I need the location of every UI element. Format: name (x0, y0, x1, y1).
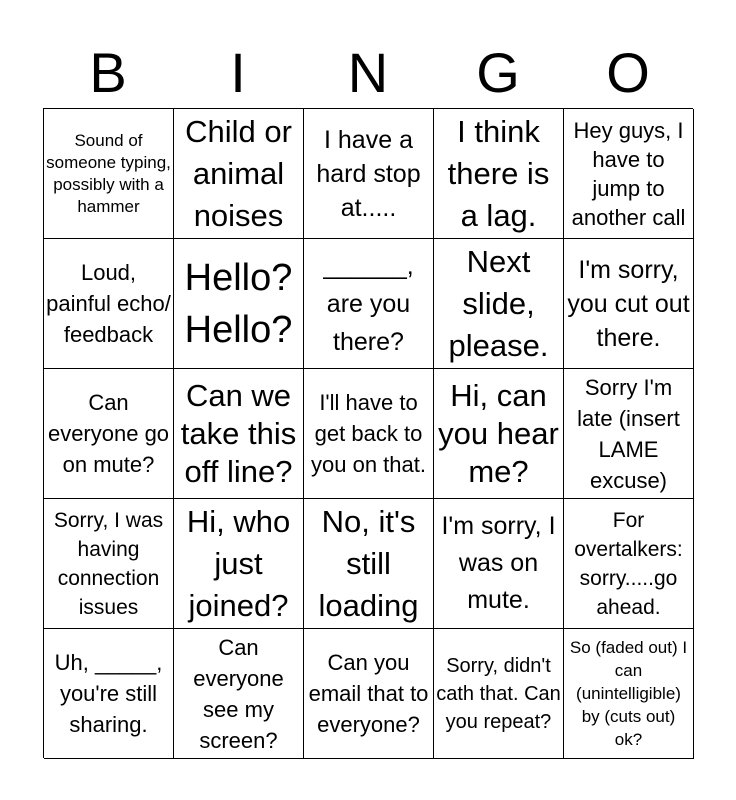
bingo-cell[interactable] (44, 109, 174, 239)
cell-text: Next slide, please. (448, 243, 549, 363)
cell-text: Sound of someone typing, possibly with a hammer (46, 130, 171, 216)
cell-text: Uh, _____, you're still sharing. (54, 650, 163, 737)
bingo-cell[interactable] (44, 239, 174, 369)
cell-text: Can everyone go on mute? (47, 390, 170, 477)
bingo-cell[interactable] (44, 369, 174, 499)
header-letter-i: I (230, 41, 246, 104)
cell-text: I'm sorry, I was on mute. (441, 512, 556, 614)
bingo-cell[interactable] (304, 499, 434, 629)
bingo-cell[interactable] (304, 239, 434, 369)
cell-text: I'm sorry, you cut out there. (567, 255, 690, 352)
bingo-cell[interactable] (304, 369, 434, 499)
cell-text: ______, are you there? (323, 251, 414, 356)
cell-text: Can you email that to everyone? (308, 650, 429, 737)
header-letter-b: B (89, 41, 127, 104)
bingo-cell[interactable] (434, 239, 564, 369)
cell-text: So (faded out) I can (unintelligible) by (cuts out) ok? (569, 638, 688, 749)
cell-text: Sorry, didn't cath that. Can you repeat? (436, 654, 561, 733)
cell-text: Hey guys, I have to jump to another call (571, 117, 686, 230)
cell-text: I'll have to get back to you on that. (311, 390, 426, 477)
bingo-cell[interactable] (174, 369, 304, 499)
header-letter-n: N (347, 41, 389, 104)
bingo-cell[interactable] (564, 629, 694, 759)
bingo-cell[interactable] (564, 239, 694, 369)
bingo-cell[interactable] (174, 629, 304, 759)
bingo-cell[interactable] (174, 239, 304, 369)
cell-text: Sorry I'm late (insert LAME excuse) (577, 374, 680, 493)
bingo-card (43, 108, 693, 758)
cell-text: Sorry, I was having connection issues (53, 508, 164, 619)
bingo-cell[interactable] (434, 369, 564, 499)
cell-text: Child or animal noises (185, 113, 292, 233)
cell-text: No, it's still loading (318, 503, 419, 623)
bingo-cell[interactable] (434, 499, 564, 629)
bingo-header (43, 38, 693, 108)
cell-text: Hello? Hello? (184, 256, 293, 351)
bingo-cell[interactable] (434, 109, 564, 239)
cell-text: I have a hard stop at..... (316, 125, 421, 222)
bingo-cell[interactable] (174, 109, 304, 239)
cell-text: Loud, painful echo/ feedback (46, 260, 171, 347)
bingo-cell[interactable] (564, 499, 694, 629)
header-letter-g: G (476, 41, 520, 104)
bingo-cell[interactable] (174, 499, 304, 629)
cell-text: Hi, who just joined? (186, 503, 291, 623)
bingo-cell[interactable] (564, 369, 694, 499)
cell-text: Hi, can you hear me? (438, 377, 559, 489)
cell-text: Can we take this off line? (180, 377, 297, 489)
bingo-cell[interactable] (434, 629, 564, 759)
cell-text: Can everyone see my screen? (193, 634, 284, 753)
bingo-cell[interactable] (304, 109, 434, 239)
cell-text: For overtalkers: sorry.....go ahead. (574, 508, 683, 619)
bingo-cell[interactable] (304, 629, 434, 759)
cell-text: I think there is a lag. (447, 113, 550, 233)
bingo-cell[interactable] (564, 109, 694, 239)
bingo-cell[interactable] (44, 499, 174, 629)
header-letter-o: O (606, 41, 650, 104)
bingo-cell[interactable] (44, 629, 174, 759)
